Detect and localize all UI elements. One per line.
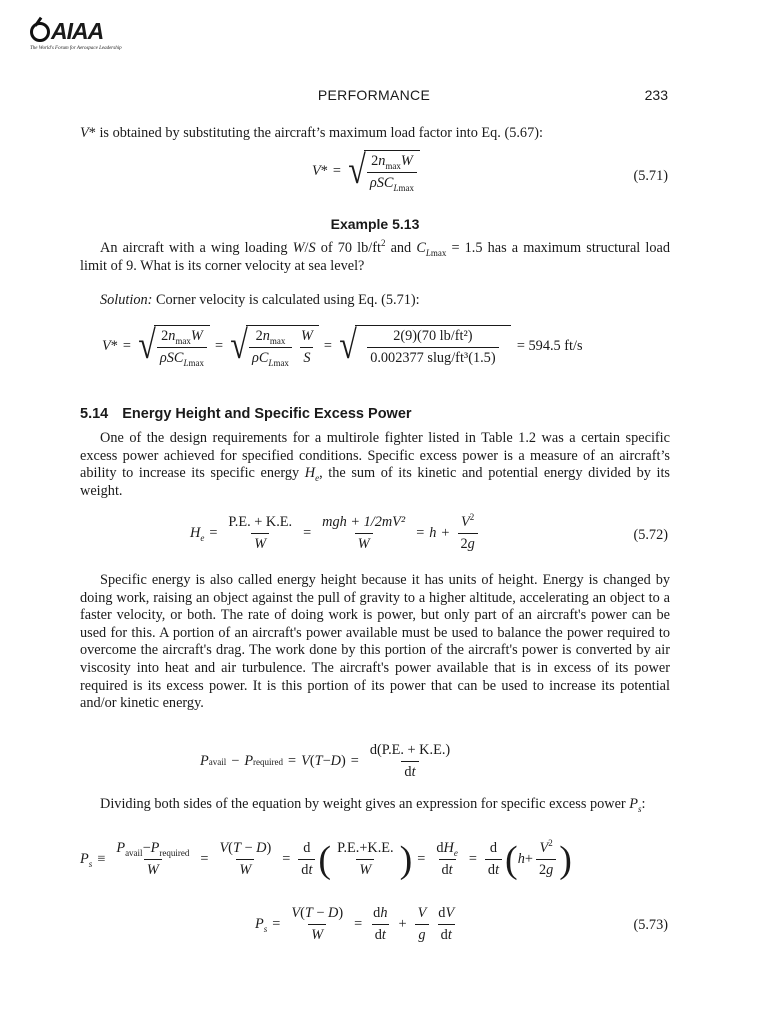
example-numerator: 2(9)(70 lb/ft²) (393, 328, 473, 344)
aiaa-emblem-icon (30, 22, 50, 42)
intro-paragraph: V* is obtained by substituting the aircraft’s maximum load factor into Eq. (5.67): (80, 125, 543, 141)
example-result: = 594.5 ft/s (516, 337, 583, 354)
energy-expanded-numerator: mgh + 1/2mV² (322, 514, 406, 530)
aiaa-logo-mark: AIAA (30, 20, 130, 43)
equation-5-71: V * = √ $\frac{2n_{max}W}{\rho SC_{Lmax}}$ (312, 150, 420, 192)
equation-5-72: $H_e$ = $\frac{P.E. + K.E.}{W}$ = $\frac{\text{mgh + 1/2mV²}}{W}$ = h + $\frac{V^2}{2g}$ (190, 514, 481, 553)
example-solution-intro (80, 292, 670, 310)
section-heading (80, 406, 412, 422)
example-denominator: 0.002377 slug/ft³(1.5) (367, 347, 498, 367)
power-numerator: d(P.E. + K.E.) (369, 742, 451, 758)
running-header (80, 87, 668, 107)
aiaa-tagline: The World's Forum for Aerospace Leadership (30, 46, 122, 51)
example-problem: An aircraft with a wing loading W/S of 70 $lb/ft^2$ and $C_{Lmax} = 1.5$ has a maximum structural load limit of 9. What is its corner velocity at sea level? (80, 238, 670, 274)
equation-power: P avail − P required = V ( T − D ) = $\frac{d(P.E. + K.E.)}{dt}$ (200, 742, 456, 781)
section-title: Energy Height and Specific Excess Power (122, 406, 412, 422)
equation-specific-excess-power: $P_s$ ≡ $\frac{P_{avail}-P_{required}}{W}$ = $\frac{V(T - D)}{W}$ = $\frac{d}{dt}$ ( $\frac{P.E.+K.E.}{W}$ ) = $\frac{dH_e}{dt}$ = $\frac{d}{dt}$ ( h + $\frac{V^2}{2g}$ ) (80, 838, 572, 881)
example-equation: V * = √ $\frac{2n_{max}W}{\rho SC_{Lmax}}$ = √ $\frac{2n_{max}}{\rho C_{Lmax}}$ $\frac{W}{S}$ = √ $\frac{\text{2(9)(70 lb/ft²)}}{\text{0.002377 slug/ft³(1.5)}}$ = 594.5 ft/s (102, 322, 583, 368)
page-number: 233 (644, 87, 668, 103)
running-title: PERFORMANCE (317, 87, 431, 103)
section-paragraph-3: Dividing both sides of the equation by weight gives an expression for specific excess power $P_s$: (100, 796, 646, 814)
equation-number-5-71: (5.71) (633, 168, 668, 184)
example-title: Example 5.13 (330, 216, 420, 232)
section-paragraph-1: One of the design requirements for a multirole fighter listed in Table 1.2 was a certain specific excess power achieved for specified conditions. Specific excess power is a measure of an aircraft’s ability to increase its specific energy $H_e$, the sum of its kinetic and potential energy divided by its weight. (80, 430, 670, 499)
section-paragraph-2: Specific energy is also called energy height because it has units of height. Energy is changed by doing work, raising an object against the pull of gravity to a higher altitude, accelerating an object to a faster velocity, or both. The rate of doing work is power, but only part of an aircraft's power can be used for this. A portion of an aircraft's power available must be used to balance the power required to overcome the aircraft's drag. The work done by this portion of the aircraft's power is converted by air viscosity into heat and air turbulence. The aircraft's power available that is in excess of its power required is its excess power. It is this portion of its power that can be used to increase its potential and/or kinetic energy. (80, 572, 670, 712)
solution-label: Solution: (100, 292, 153, 308)
equation-5-73: $P_s$ = $\frac{V(T - D)}{W}$ = $\frac{dh}{dt}$ + $\frac{V}{g}$ $\frac{dV}{dt}$ (255, 905, 455, 943)
energy-numerator: P.E. + K.E. (228, 514, 293, 530)
solution-text: Corner velocity is calculated using Eq. (5.71): (156, 292, 420, 308)
section-number: 5.14 (80, 406, 109, 422)
aiaa-logo (30, 20, 130, 51)
equation-number-5-73: (5.73) (633, 917, 668, 933)
equation-number-5-72: (5.72) (633, 527, 668, 543)
